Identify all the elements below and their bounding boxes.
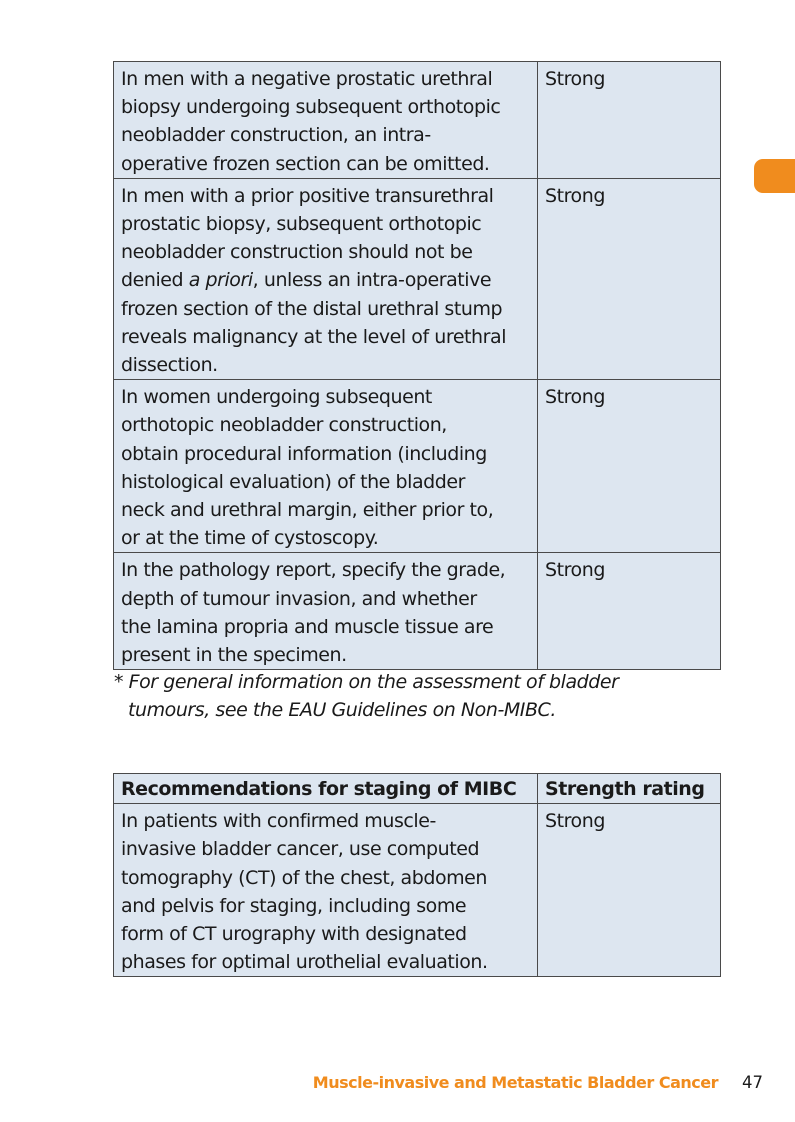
recommendation-text-line: frozen section of the distal urethral stump [121,297,503,320]
strength-cell: Strong [538,804,721,977]
staging-recommendations-table [113,773,721,977]
recommendation-text-line: neobladder construction should not be [121,241,473,264]
table-header-row [114,774,721,804]
recommendation-text-line: histological evaluation) of the bladder [121,470,465,493]
recommendation-text-line: In patients with confirmed muscle- [121,810,436,833]
emphasis-text: a priori [188,269,253,292]
recommendation-text-line: obtain procedural information (including [121,442,487,465]
recommendation-text-line: the lamina propria and muscle tissue are [121,615,494,638]
recommendation-cell [114,804,538,977]
section-tab-marker [754,159,795,193]
recommendation-text-line: denied a priori, unless an intra-operative [121,269,492,292]
table-row [114,553,721,670]
recommendation-text-line: reveals malignancy at the level of urethral [121,325,507,348]
column-header-strength: Strength rating [538,774,721,804]
recommendation-text-line: In men with a negative prostatic urethral [121,68,493,90]
table-row [114,178,721,379]
recommendation-cell [114,380,538,553]
page-number: 47 [742,1073,763,1092]
column-header-recommendation: Recommendations for staging of MIBC [114,774,538,804]
recommendations-table [113,61,721,670]
recommendation-cell [114,62,538,179]
recommendation-text-line: present in the specimen. [121,644,347,667]
footnote [114,668,618,724]
recommendation-cell [114,553,538,670]
footnote-line: tumours, see the EAU Guidelines on Non-MIBC. [128,699,556,721]
recommendation-text-line: invasive bladder cancer, use computed [121,838,480,861]
strength-cell: Strong [538,553,721,670]
recommendation-text-line: prostatic biopsy, subsequent orthotopic [121,213,482,236]
recommendation-text-line: operative frozen section can be omitted. [121,152,490,175]
recommendation-text-line: phases for optimal urothelial evaluation. [121,951,488,974]
recommendation-text-line: In men with a prior positive transurethral [121,184,494,207]
recommendation-text-line: or at the time of cystoscopy. [121,527,379,550]
recommendation-text-line: dissection. [121,354,218,377]
recommendation-text-line: neobladder construction, an intra- [121,124,431,147]
footer-chapter-title: Muscle-invasive and Metastatic Bladder Cancer [312,1073,718,1092]
table-row [114,804,721,977]
recommendation-cell [114,178,538,379]
footnote-line: * For general information on the assessment of bladder [114,671,619,693]
strength-cell: Strong [538,178,721,379]
recommendation-text-line: biopsy undergoing subsequent orthotopic [121,96,501,119]
strength-cell: Strong [538,380,721,553]
recommendation-text-line: neck and urethral margin, either prior to, [121,499,494,522]
recommendation-text-line: In the pathology report, specify the grade, [121,559,506,582]
recommendation-text-line: orthotopic neobladder construction, [121,414,447,437]
table-row [114,62,721,179]
strength-cell: Strong [538,62,721,179]
table-row [114,380,721,553]
recommendation-text-line: depth of tumour invasion, and whether [121,587,477,610]
recommendation-text-line: tomography (CT) of the chest, abdomen [121,866,488,889]
recommendation-text-line: form of CT urography with designated [121,923,467,946]
recommendation-text-line: In women undergoing subsequent [121,386,432,409]
recommendation-text-line: and pelvis for staging, including some [121,894,467,917]
